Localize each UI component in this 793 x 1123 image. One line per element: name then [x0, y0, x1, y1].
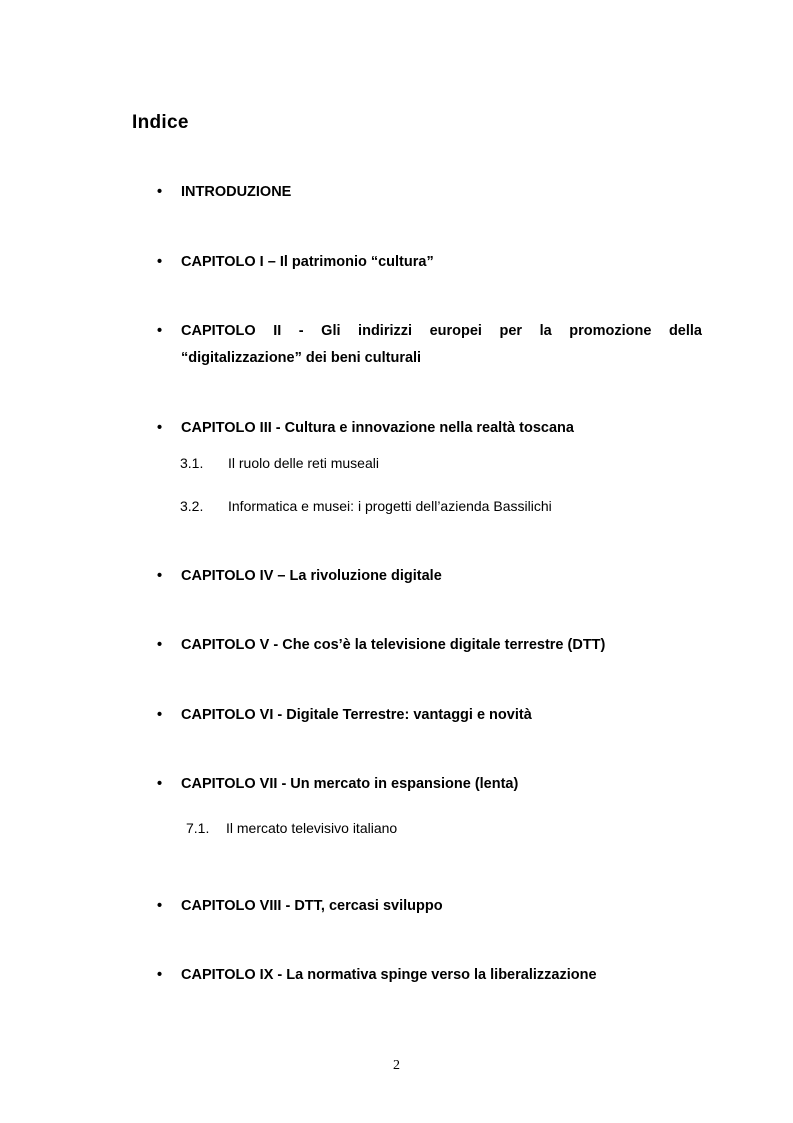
index-heading: Indice [132, 112, 189, 133]
toc-subentry-3-2 [180, 498, 552, 514]
bullet-icon: • [157, 254, 163, 270]
subentry-number: 7.1. [186, 820, 210, 836]
toc-entry-label: CAPITOLO V - Che cos’è la televisione digitale terrestre (DTT) [181, 637, 606, 653]
toc-subentry-3-1 [180, 455, 379, 471]
toc-entry-label: CAPITOLO III - Cultura e innovazione nella realtà toscana [181, 420, 574, 436]
toc-entry-capitolo-1 [157, 249, 702, 276]
subentry-number: 3.1. [180, 455, 204, 471]
toc-entry-introduzione [157, 179, 702, 206]
toc-entry-capitolo-4 [157, 563, 702, 590]
toc-entry-capitolo-8 [157, 893, 702, 920]
toc-entry-capitolo-9 [157, 962, 702, 989]
subentry-number: 3.2. [180, 498, 204, 514]
bullet-icon: • [157, 707, 163, 723]
subentry-label: Il ruolo delle reti museali [228, 455, 379, 471]
bullet-icon: • [157, 323, 163, 339]
toc-entry-label: CAPITOLO I – Il patrimonio “cultura” [181, 254, 434, 270]
bullet-icon: • [157, 568, 163, 584]
subentry-label: Informatica e musei: i progetti dell’azienda Bassilichi [228, 498, 552, 514]
toc-entry-label: CAPITOLO VIII - DTT, cercasi sviluppo [181, 898, 443, 914]
bullet-icon: • [157, 184, 163, 200]
toc-entry-label: CAPITOLO IX - La normativa spinge verso la liberalizzazione [181, 967, 597, 983]
toc-entry-capitolo-7 [157, 771, 702, 798]
toc-entry-capitolo-3 [157, 415, 702, 442]
toc-entry-label: INTRODUZIONE [181, 184, 292, 200]
bullet-icon: • [157, 637, 163, 653]
toc-entry-label: CAPITOLO IV – La rivoluzione digitale [181, 568, 442, 584]
subentry-label: Il mercato televisivo italiano [226, 820, 398, 836]
bullet-icon: • [157, 898, 163, 914]
bullet-icon: • [157, 967, 163, 983]
toc-entry-label: CAPITOLO VI - Digitale Terrestre: vantaggi e novità [181, 707, 532, 723]
page-number: 2 [393, 1058, 400, 1073]
toc-entry-capitolo-5 [157, 632, 702, 659]
toc-entry-label: CAPITOLO VII - Un mercato in espansione (lenta) [181, 776, 519, 792]
bullet-icon: • [157, 776, 163, 792]
toc-subentry-7-1 [186, 820, 397, 836]
toc-entry-capitolo-2 [157, 318, 702, 372]
bullet-icon: • [157, 420, 163, 436]
toc-entry-capitolo-6 [157, 702, 702, 729]
toc-entry-label: CAPITOLO II - Gli indirizzi europei per la promozione della “digitalizzazione” dei beni culturali [181, 323, 702, 366]
